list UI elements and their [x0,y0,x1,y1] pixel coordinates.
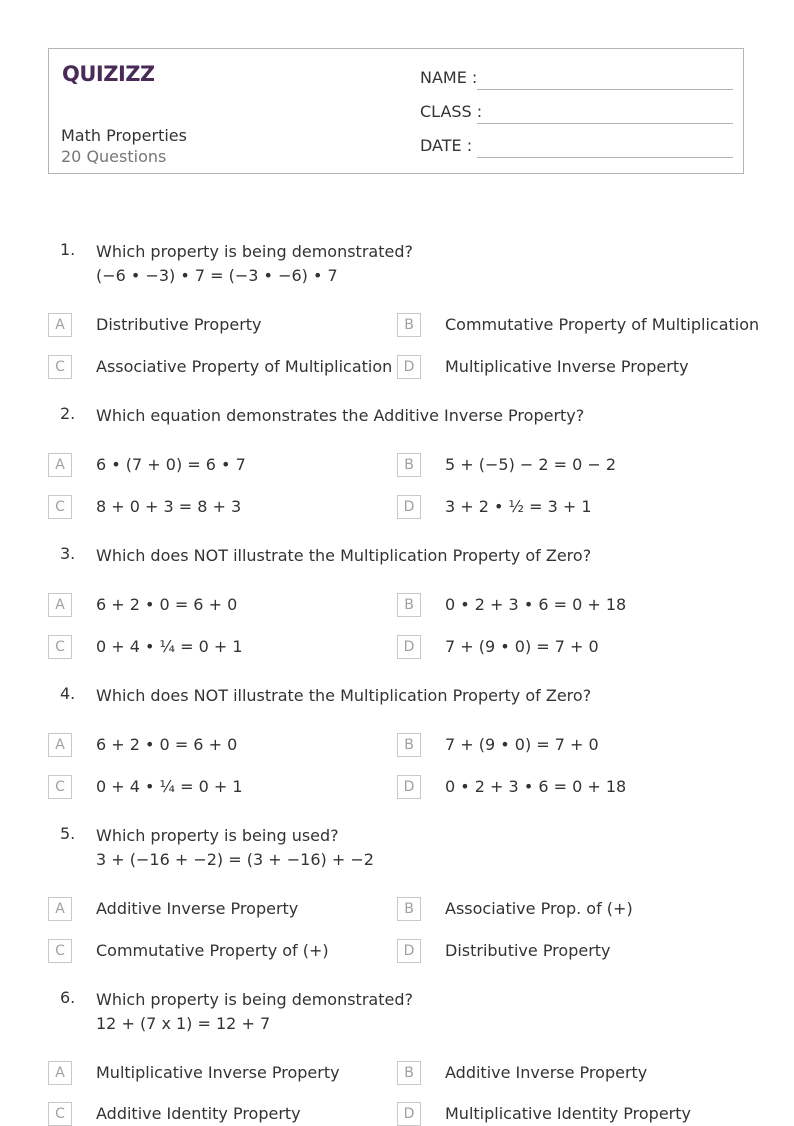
option-text: Additive Identity Property [96,1104,301,1123]
option-text: Distributive Property [96,315,262,334]
name-line[interactable] [477,89,733,90]
option-text: 7 + (9 • 0) = 7 + 0 [445,637,599,656]
option-letter-box[interactable]: B [397,453,421,477]
option-letter-box[interactable]: A [48,593,72,617]
option-text: Additive Inverse Property [96,899,299,918]
option-text: 6 • (7 + 0) = 6 • 7 [96,455,246,474]
option-text: 7 + (9 • 0) = 7 + 0 [445,735,599,754]
option-letter-box[interactable]: A [48,897,72,921]
logo-text: QUIZIZZ [62,62,154,86]
option-letter-box[interactable]: B [397,1061,421,1085]
option-text: Commutative Property of Multiplication [445,315,760,334]
option-letter-box[interactable]: B [397,313,421,337]
date-line[interactable] [477,157,733,158]
class-label: CLASS : [420,102,483,121]
option-text: 0 • 2 + 3 • 6 = 0 + 18 [445,595,627,614]
question-number: 1. [60,240,76,259]
option-letter-box[interactable]: D [397,775,421,799]
option-text: Associative Prop. of (+) [445,899,633,918]
option-text: Multiplicative Inverse Property [96,1063,340,1082]
option-letter-box[interactable]: A [48,733,72,757]
option-text: 0 • 2 + 3 • 6 = 0 + 18 [445,777,627,796]
question-subtext: 12 + (7 x 1) = 12 + 7 [96,1014,271,1033]
option-letter-box[interactable]: C [48,495,72,519]
option-text: Distributive Property [445,941,611,960]
question-number: 3. [60,544,76,563]
option-letter-box[interactable]: D [397,355,421,379]
question-number: 6. [60,988,76,1007]
option-text: 8 + 0 + 3 = 8 + 3 [96,497,242,516]
question-text: Which property is being used? [96,826,339,845]
quizizz-logo [62,59,154,91]
option-text: Multiplicative Inverse Property [445,357,689,376]
class-line[interactable] [477,123,733,124]
option-text: Additive Inverse Property [445,1063,648,1082]
option-letter-box[interactable]: C [48,355,72,379]
option-letter-box[interactable]: C [48,635,72,659]
option-letter-box[interactable]: C [48,1102,72,1126]
question-subtext: (−6 • −3) • 7 = (−3 • −6) • 7 [96,266,338,285]
option-text: 6 + 2 • 0 = 6 + 0 [96,735,238,754]
option-letter-box[interactable]: B [397,897,421,921]
question-text: Which property is being demonstrated? [96,990,413,1009]
question-text: Which does NOT illustrate the Multiplication Property of Zero? [96,686,592,705]
option-letter-box[interactable]: B [397,593,421,617]
option-letter-box[interactable]: D [397,635,421,659]
option-text: 0 + 4 • ¼ = 0 + 1 [96,777,243,796]
question-number: 5. [60,824,76,843]
question-text: Which does NOT illustrate the Multiplication Property of Zero? [96,546,592,565]
question-number: 4. [60,684,76,703]
option-text: 0 + 4 • ¼ = 0 + 1 [96,637,243,656]
option-letter-box[interactable]: D [397,495,421,519]
option-text: 3 + 2 • ½ = 3 + 1 [445,497,592,516]
question-count: 20 Questions [61,147,167,166]
option-text: 6 + 2 • 0 = 6 + 0 [96,595,238,614]
option-text: 5 + (−5) − 2 = 0 − 2 [445,455,617,474]
option-text: Commutative Property of (+) [96,941,329,960]
question-number: 2. [60,404,76,423]
option-letter-box[interactable]: B [397,733,421,757]
option-letter-box[interactable]: A [48,453,72,477]
worksheet-header [48,48,744,174]
question-subtext: 3 + (−16 + −2) = (3 + −16) + −2 [96,850,374,869]
option-letter-box[interactable]: D [397,939,421,963]
date-label: DATE : [420,136,473,155]
worksheet-title: Math Properties [61,126,187,145]
question-text: Which equation demonstrates the Additive Inverse Property? [96,406,585,425]
option-letter-box[interactable]: C [48,939,72,963]
name-label: NAME : [420,68,478,87]
option-letter-box[interactable]: C [48,775,72,799]
option-letter-box[interactable]: D [397,1102,421,1126]
question-text: Which property is being demonstrated? [96,242,413,261]
option-text: Multiplicative Identity Property [445,1104,691,1123]
option-letter-box[interactable]: A [48,1061,72,1085]
option-letter-box[interactable]: A [48,313,72,337]
option-text: Associative Property of Multiplication [96,357,393,376]
